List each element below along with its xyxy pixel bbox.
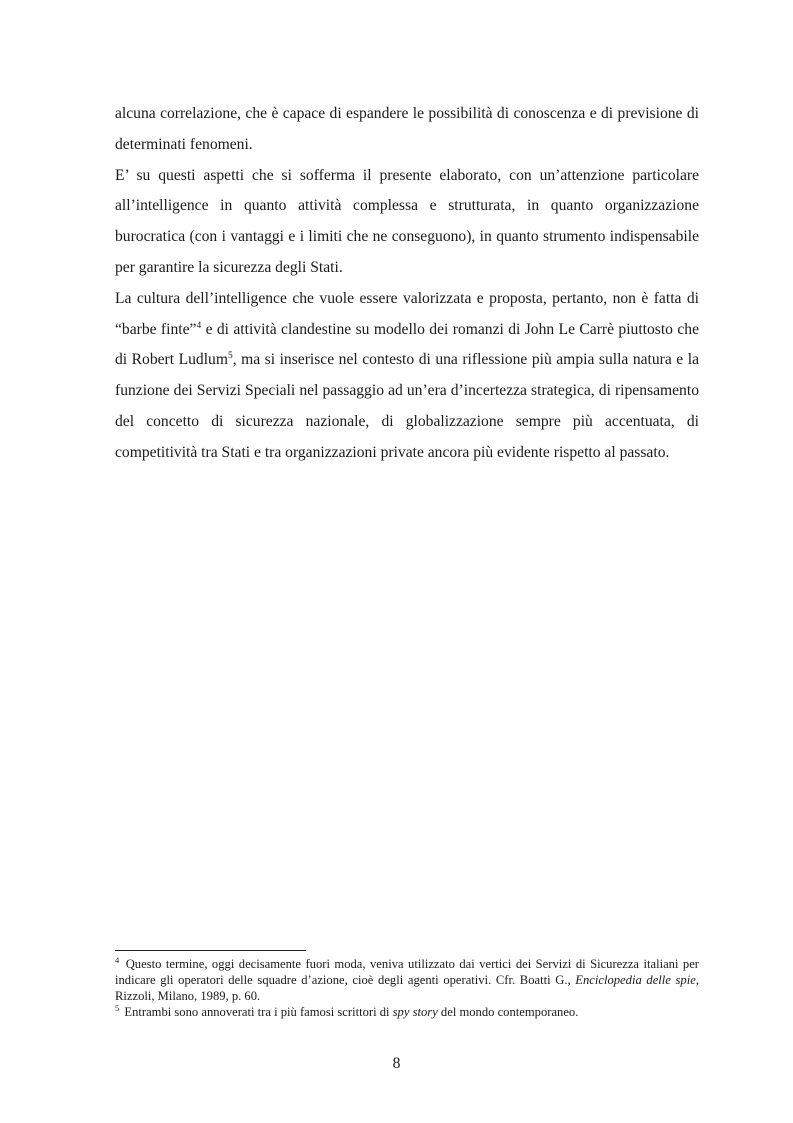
footnote-4 [115,956,699,1004]
footnote-4-text-a: Questo termine, oggi decisamente fuori moda, veniva utilizzato dai vertici dei Servizi di Sicurezza italiani per indicare gli operatori delle squadre d’azione, cioè degli agenti operativi. Cfr. Boatti G., [115,957,699,987]
footnote-ref-4[interactable]: 4 [196,320,202,331]
paragraph-3-part-a: La cultura dell’intelligence che vuole essere valorizzata e proposta, pertanto, non è fatta di “barbe finte” [115,289,699,338]
footnote-5-italic: spy story [392,1005,438,1019]
footnote-4-text-b: , Rizzoli, Milano, 1989, p. 60. [115,973,699,1003]
footnote-5-text-b: del mondo contemporaneo. [437,1005,579,1019]
paragraph-3-part-b: e di attività clandestine su modello dei romanzi di John Le Carrè piuttosto che di Robert Ludlum [115,320,699,369]
footnote-separator [115,950,306,951]
footnote-ref-5[interactable]: 5 [227,351,233,362]
page-number: 8 [392,1055,401,1072]
body-text [115,99,699,469]
footnote-4-number: 4 [115,954,120,965]
paragraph-2: E’ su questi aspetti che si sofferma il presente elaborato, con un’attenzione particolare all’intelligence in quanto attività complessa e strutturata, in quanto organizzazione burocratica (con i vantaggi e i limiti che ne conseguono), in quanto strumento indispensabile per garantire la sicurezza degli Stati. [115,166,699,276]
footnotes [115,956,699,1020]
footnote-5-number: 5 [115,1002,120,1013]
footnote-4-book-title: Enciclopedia delle spie [575,973,696,987]
paragraph-1: alcuna correlazione, che è capace di espandere le possibilità di conoscenza e di previsione di determinati fenomeni. [115,105,699,153]
paragraph-3 [115,284,699,469]
paragraph-3-part-c: , ma si inserisce nel contesto di una riflessione più ampia sulla natura e la funzione dei Servizi Speciali nel passaggio ad un’era d’incertezza strategica, di ripensamento del concetto di sicurezza nazionale, di globalizzazione sempre più accentuata, di competitività tra Stati e tra organizzazioni private ancora più evidente rispetto al passato. [115,351,699,461]
footnote-5 [115,1004,699,1020]
footnote-5-text-a: Entrambi sono annoverati tra i più famosi scrittori di [121,1005,393,1019]
